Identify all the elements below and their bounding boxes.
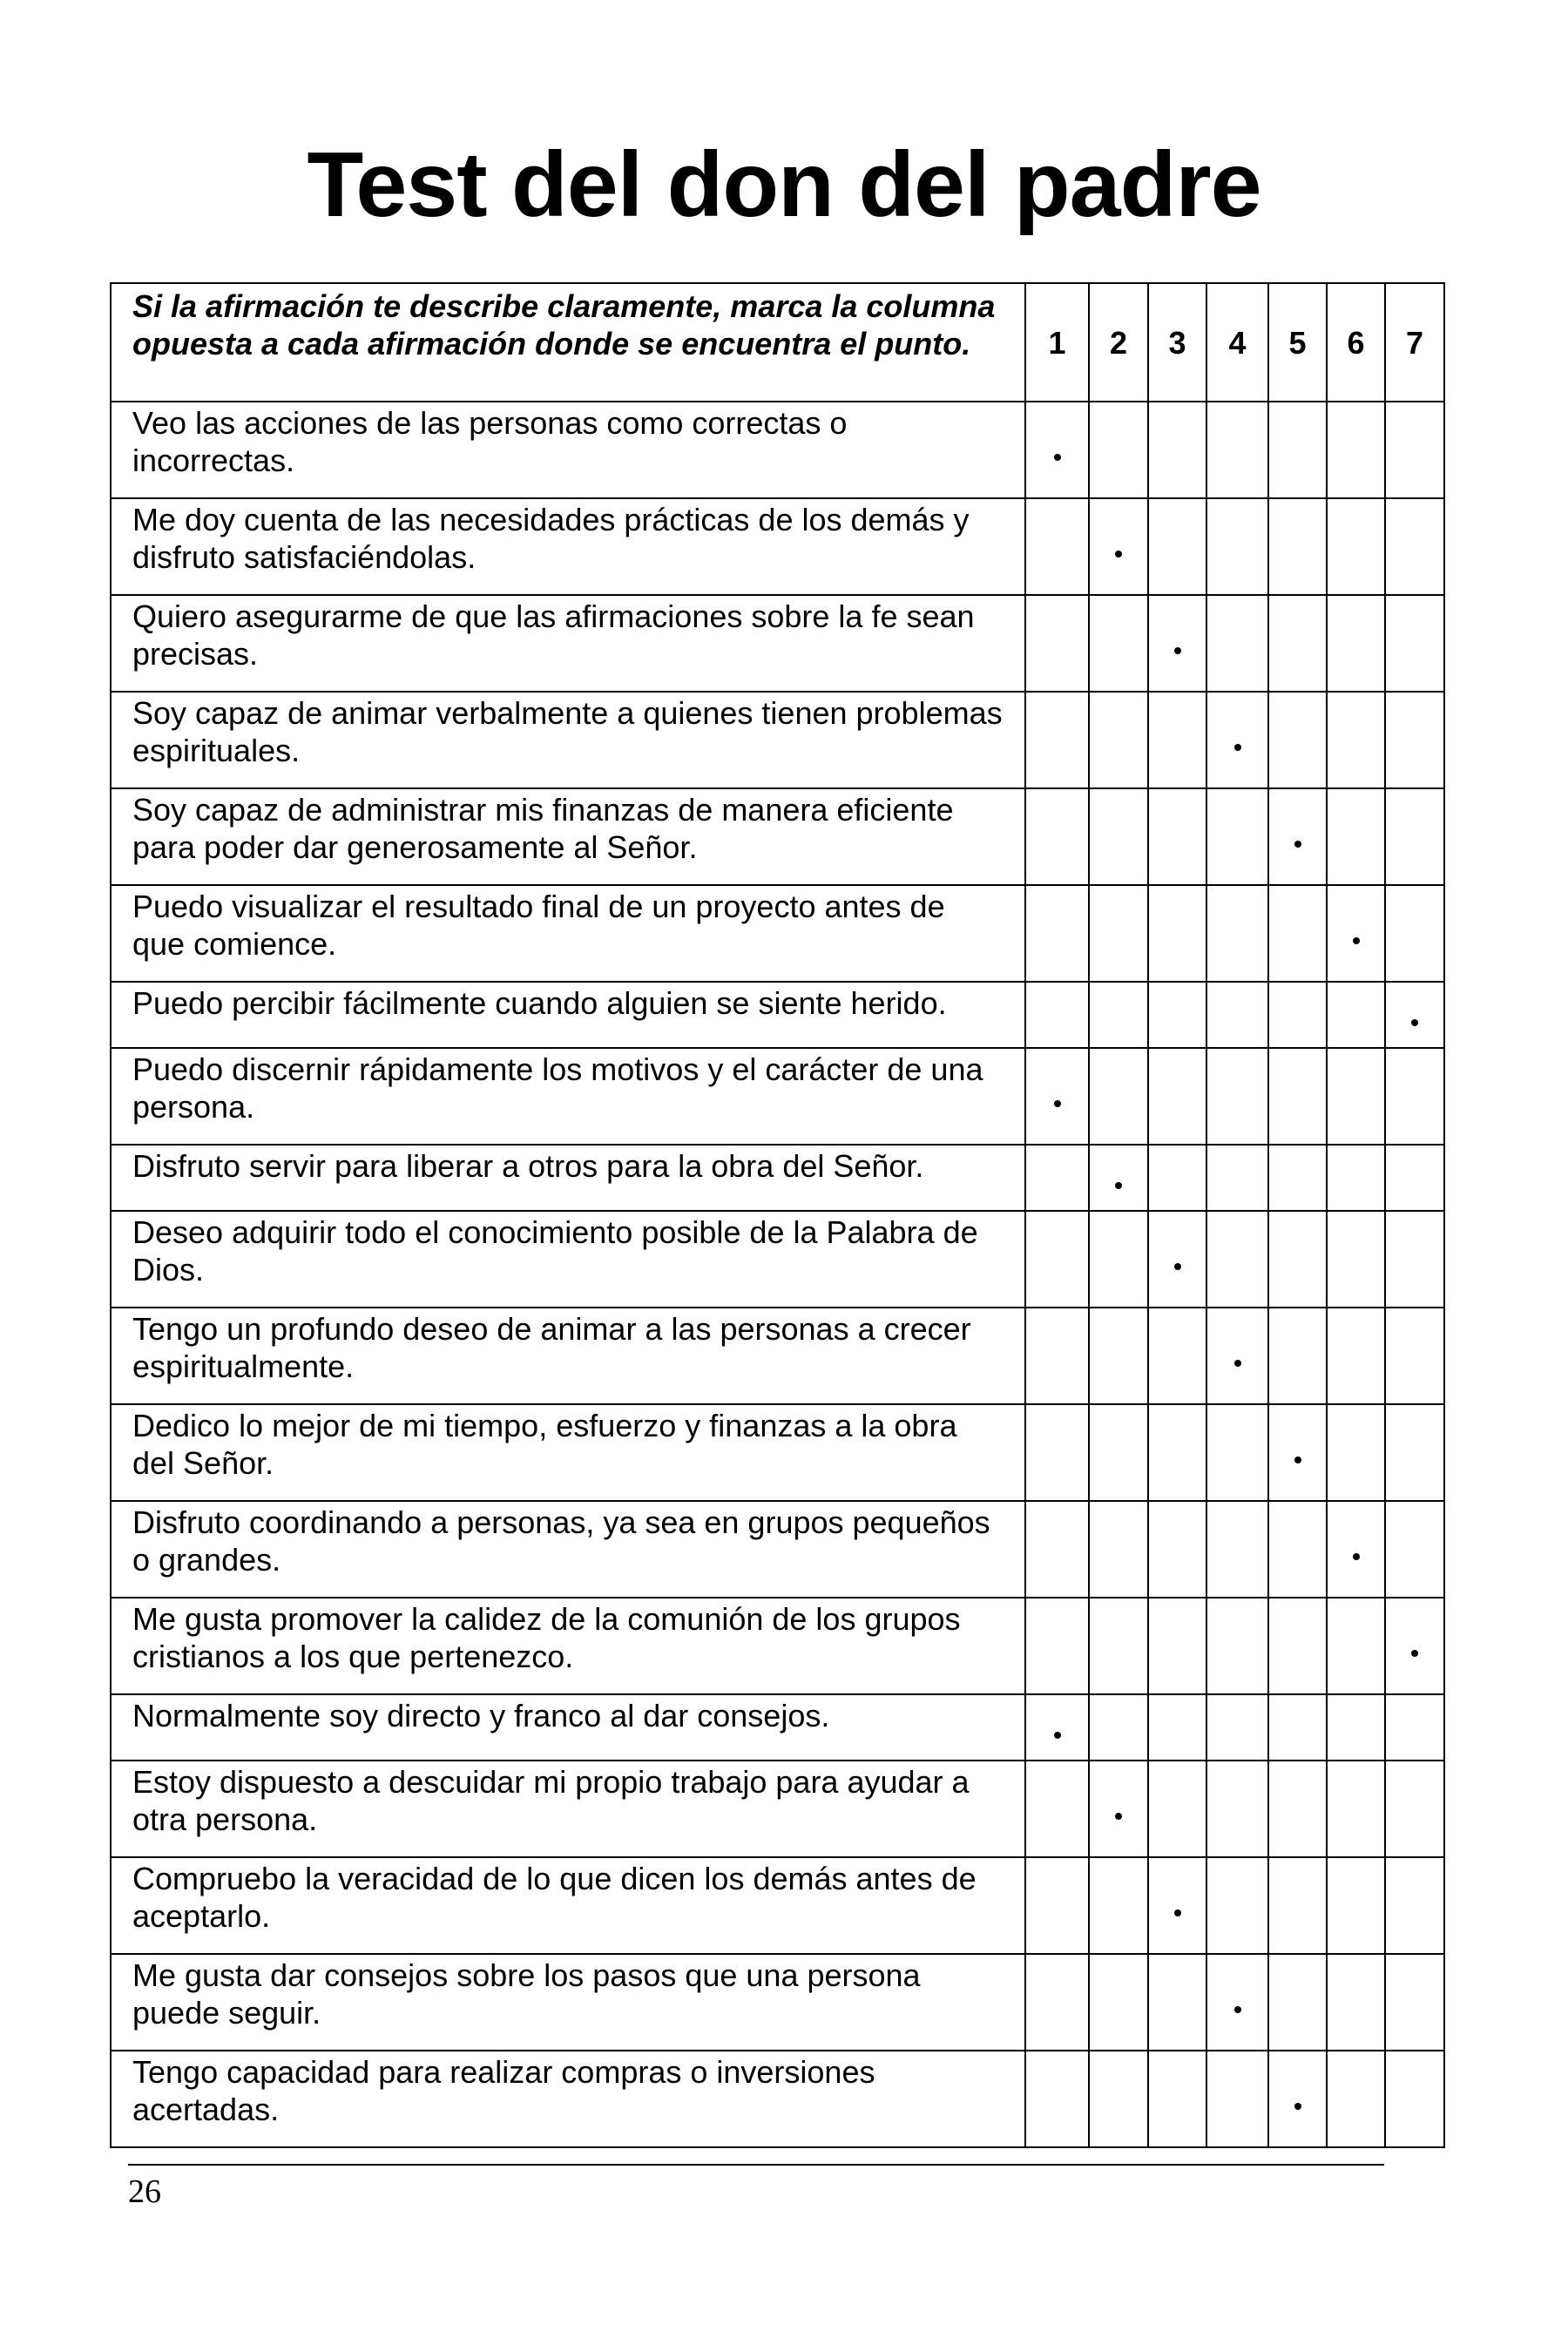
answer-cell-2[interactable]: [1089, 1308, 1148, 1404]
statement-text: Soy capaz de administrar mis finanzas de manera eficiente para poder dar generosamente al Señor.: [111, 788, 1025, 885]
answer-cell-2[interactable]: [1089, 402, 1148, 498]
answer-cell-2[interactable]: [1089, 982, 1148, 1048]
marker-dot: [1294, 1456, 1301, 1463]
statement-text: Veo las acciones de las personas como correctas o incorrectas.: [111, 402, 1025, 498]
marker-dot: [1411, 1650, 1418, 1657]
answer-cell-1[interactable]: [1025, 595, 1089, 692]
statement-text: Quiero asegurarme de que las afirmaciones sobre la fe sean precisas.: [111, 595, 1025, 692]
answer-cell-5[interactable]: [1268, 1404, 1327, 1501]
marker-dot: [1234, 2006, 1241, 2013]
marker-dot: [1353, 1553, 1360, 1560]
answer-cell-3[interactable]: [1148, 1761, 1206, 1857]
answer-cell-3[interactable]: [1148, 595, 1206, 692]
answer-cell-5[interactable]: [1268, 1211, 1327, 1308]
answer-cell-4[interactable]: [1206, 595, 1268, 692]
table-header-row: [111, 283, 1444, 402]
answer-cell-7[interactable]: [1385, 1308, 1444, 1404]
answer-cell-3[interactable]: [1148, 1211, 1206, 1308]
marker-dot: [1174, 1263, 1181, 1270]
answer-cell-3[interactable]: [1148, 498, 1206, 595]
answer-cell-2[interactable]: [1089, 1404, 1148, 1501]
column-header-3: 3: [1148, 283, 1206, 402]
answer-cell-4[interactable]: [1206, 1145, 1268, 1211]
answer-cell-5[interactable]: [1268, 402, 1327, 498]
answer-cell-6[interactable]: [1327, 1048, 1385, 1145]
statement-text: Soy capaz de animar verbalmente a quienes tienen problemas espirituales.: [111, 692, 1025, 788]
answer-cell-6[interactable]: [1327, 1694, 1385, 1761]
answer-cell-2[interactable]: [1089, 692, 1148, 788]
table-row: [111, 1145, 1444, 1211]
answer-cell-1[interactable]: [1025, 1954, 1089, 2051]
table-row: [111, 1048, 1444, 1145]
table-row: [111, 1857, 1444, 1954]
table-row: [111, 692, 1444, 788]
answer-cell-2[interactable]: [1089, 1694, 1148, 1761]
answer-cell-6[interactable]: [1327, 982, 1385, 1048]
answer-cell-4[interactable]: [1206, 402, 1268, 498]
answer-cell-6[interactable]: [1327, 692, 1385, 788]
answer-cell-6[interactable]: [1327, 2051, 1385, 2147]
answer-cell-4[interactable]: [1206, 1954, 1268, 2051]
answer-cell-4[interactable]: [1206, 692, 1268, 788]
statement-text: Deseo adquirir todo el conocimiento posible de la Palabra de Dios.: [111, 1211, 1025, 1308]
answer-cell-5[interactable]: [1268, 788, 1327, 885]
answer-cell-4[interactable]: [1206, 2051, 1268, 2147]
answer-cell-6[interactable]: [1327, 498, 1385, 595]
answer-cell-4[interactable]: [1206, 1048, 1268, 1145]
answer-cell-6[interactable]: [1327, 1145, 1385, 1211]
answer-cell-4[interactable]: [1206, 788, 1268, 885]
answer-cell-2[interactable]: [1089, 1954, 1148, 2051]
statement-text: Puedo visualizar el resultado final de un proyecto antes de que comience.: [111, 885, 1025, 982]
answer-cell-4[interactable]: [1206, 1404, 1268, 1501]
answer-cell-1[interactable]: [1025, 1308, 1089, 1404]
answer-cell-7[interactable]: [1385, 498, 1444, 595]
answer-cell-1[interactable]: [1025, 1598, 1089, 1694]
answer-cell-6[interactable]: [1327, 885, 1385, 982]
answer-cell-2[interactable]: [1089, 885, 1148, 982]
marker-dot: [1294, 2103, 1301, 2110]
answer-cell-3[interactable]: [1148, 1145, 1206, 1211]
answer-cell-6[interactable]: [1327, 1501, 1385, 1598]
answer-cell-5[interactable]: [1268, 885, 1327, 982]
answer-cell-1[interactable]: [1025, 402, 1089, 498]
answer-cell-2[interactable]: [1089, 1761, 1148, 1857]
answer-cell-3[interactable]: [1148, 2051, 1206, 2147]
answer-cell-5[interactable]: [1268, 1598, 1327, 1694]
answer-cell-2[interactable]: [1089, 788, 1148, 885]
answer-cell-4[interactable]: [1206, 1501, 1268, 1598]
answer-cell-6[interactable]: [1327, 1857, 1385, 1954]
answer-cell-4[interactable]: [1206, 1308, 1268, 1404]
statement-text: Me gusta dar consejos sobre los pasos que una persona puede seguir.: [111, 1954, 1025, 2051]
answer-cell-5[interactable]: [1268, 2051, 1327, 2147]
marker-dot: [1115, 551, 1122, 558]
answer-cell-7[interactable]: [1385, 1211, 1444, 1308]
answer-cell-1[interactable]: [1025, 1694, 1089, 1761]
statement-text: Dedico lo mejor de mi tiempo, esfuerzo y finanzas a la obra del Señor.: [111, 1404, 1025, 1501]
statement-text: Me doy cuenta de las necesidades prácticas de los demás y disfruto satisfaciéndolas.: [111, 498, 1025, 595]
answer-cell-3[interactable]: [1148, 1048, 1206, 1145]
answer-cell-5[interactable]: [1268, 1145, 1327, 1211]
answer-cell-3[interactable]: [1148, 885, 1206, 982]
answer-cell-5[interactable]: [1268, 1501, 1327, 1598]
marker-dot: [1411, 1019, 1418, 1026]
answer-cell-2[interactable]: [1089, 1145, 1148, 1211]
answer-cell-7[interactable]: [1385, 1954, 1444, 2051]
answer-cell-6[interactable]: [1327, 402, 1385, 498]
marker-dot: [1294, 841, 1301, 848]
page-title: Test del don del padre: [307, 133, 1261, 236]
answer-cell-3[interactable]: [1148, 1694, 1206, 1761]
answer-cell-2[interactable]: [1089, 595, 1148, 692]
answer-cell-3[interactable]: [1148, 982, 1206, 1048]
answer-cell-7[interactable]: [1385, 2051, 1444, 2147]
answer-cell-4[interactable]: [1206, 885, 1268, 982]
table-row: [111, 2051, 1444, 2147]
answer-cell-2[interactable]: [1089, 1857, 1148, 1954]
marker-dot: [1054, 1100, 1061, 1107]
answer-cell-7[interactable]: [1385, 692, 1444, 788]
answer-cell-6[interactable]: [1327, 1954, 1385, 2051]
answer-cell-7[interactable]: [1385, 402, 1444, 498]
instruction-text: Si la afirmación te describe claramente, marca la columna opuesta a cada afirmación donde se encuentra el punto.: [111, 283, 1025, 402]
answer-cell-3[interactable]: [1148, 1501, 1206, 1598]
table-row: [111, 595, 1444, 692]
marker-dot: [1174, 647, 1181, 654]
answer-cell-6[interactable]: [1327, 1598, 1385, 1694]
answer-cell-3[interactable]: [1148, 1308, 1206, 1404]
table-row: [111, 1954, 1444, 2051]
marker-dot: [1054, 454, 1061, 461]
answer-cell-6[interactable]: [1327, 1404, 1385, 1501]
column-header-1: 1: [1025, 283, 1089, 402]
answer-cell-7[interactable]: [1385, 1404, 1444, 1501]
answer-cell-2[interactable]: [1089, 1211, 1148, 1308]
answer-cell-4[interactable]: [1206, 1761, 1268, 1857]
marker-dot: [1115, 1182, 1122, 1189]
table-row: [111, 1404, 1444, 1501]
answer-cell-7[interactable]: [1385, 788, 1444, 885]
column-header-2: 2: [1089, 283, 1148, 402]
answer-cell-2[interactable]: [1089, 498, 1148, 595]
answer-cell-4[interactable]: [1206, 498, 1268, 595]
column-header-7: 7: [1385, 283, 1444, 402]
statement-text: Me gusta promover la calidez de la comunión de los grupos cristianos a los que pertenezco.: [111, 1598, 1025, 1694]
marker-dot: [1353, 937, 1360, 944]
answer-cell-3[interactable]: [1148, 1404, 1206, 1501]
page-number: 26: [128, 2173, 161, 2210]
answer-cell-4[interactable]: [1206, 1857, 1268, 1954]
table-row: [111, 885, 1444, 982]
column-header-6: 6: [1327, 283, 1385, 402]
answer-cell-4[interactable]: [1206, 1694, 1268, 1761]
answer-cell-1[interactable]: [1025, 885, 1089, 982]
answer-cell-7[interactable]: [1385, 1598, 1444, 1694]
table-row: [111, 1308, 1444, 1404]
marker-dot: [1234, 1360, 1241, 1367]
answer-cell-3[interactable]: [1148, 692, 1206, 788]
statement-text: Puedo percibir fácilmente cuando alguien se siente herido.: [111, 982, 1025, 1048]
answer-cell-1[interactable]: [1025, 1404, 1089, 1501]
answer-cell-4[interactable]: [1206, 982, 1268, 1048]
statement-text: Normalmente soy directo y franco al dar consejos.: [111, 1694, 1025, 1761]
answer-cell-2[interactable]: [1089, 1501, 1148, 1598]
answer-cell-3[interactable]: [1148, 402, 1206, 498]
answer-cell-1[interactable]: [1025, 1501, 1089, 1598]
answer-cell-1[interactable]: [1025, 498, 1089, 595]
statement-text: Estoy dispuesto a descuidar mi propio trabajo para ayudar a otra persona.: [111, 1761, 1025, 1857]
marker-dot: [1115, 1813, 1122, 1820]
answer-cell-5[interactable]: [1268, 1954, 1327, 2051]
marker-dot: [1174, 1909, 1181, 1916]
table-row: [111, 982, 1444, 1048]
answer-cell-5[interactable]: [1268, 498, 1327, 595]
answer-cell-3[interactable]: [1148, 1598, 1206, 1694]
statement-text: Disfruto servir para liberar a otros para la obra del Señor.: [111, 1145, 1025, 1211]
answer-cell-2[interactable]: [1089, 1598, 1148, 1694]
answer-cell-5[interactable]: [1268, 982, 1327, 1048]
answer-cell-3[interactable]: [1148, 1954, 1206, 2051]
answer-cell-2[interactable]: [1089, 2051, 1148, 2147]
statement-text: Tengo capacidad para realizar compras o inversiones acertadas.: [111, 2051, 1025, 2147]
answer-cell-1[interactable]: [1025, 1761, 1089, 1857]
answer-cell-5[interactable]: [1268, 1048, 1327, 1145]
answer-cell-6[interactable]: [1327, 1761, 1385, 1857]
answer-cell-7[interactable]: [1385, 1857, 1444, 1954]
footer-rule: [128, 2164, 1384, 2166]
answer-cell-4[interactable]: [1206, 1598, 1268, 1694]
answer-cell-6[interactable]: [1327, 788, 1385, 885]
answer-cell-7[interactable]: [1385, 1761, 1444, 1857]
answer-cell-7[interactable]: [1385, 595, 1444, 692]
statement-text: Tengo un profundo deseo de animar a las personas a crecer espiritualmente.: [111, 1308, 1025, 1404]
answer-cell-7[interactable]: [1385, 885, 1444, 982]
answer-cell-1[interactable]: [1025, 1857, 1089, 1954]
table-row: [111, 1598, 1444, 1694]
statement-text: Puedo discernir rápidamente los motivos y el carácter de una persona.: [111, 1048, 1025, 1145]
answer-cell-7[interactable]: [1385, 982, 1444, 1048]
answer-cell-7[interactable]: [1385, 1694, 1444, 1761]
answer-cell-1[interactable]: [1025, 1048, 1089, 1145]
answer-cell-5[interactable]: [1268, 1857, 1327, 1954]
answer-cell-6[interactable]: [1327, 1308, 1385, 1404]
answer-cell-7[interactable]: [1385, 1145, 1444, 1211]
answer-cell-2[interactable]: [1089, 1048, 1148, 1145]
answer-cell-5[interactable]: [1268, 692, 1327, 788]
statement-rows: [111, 402, 1444, 2147]
answer-cell-3[interactable]: [1148, 1857, 1206, 1954]
table-row: [111, 498, 1444, 595]
answer-cell-1[interactable]: [1025, 788, 1089, 885]
table-row: [111, 788, 1444, 885]
answer-cell-1[interactable]: [1025, 982, 1089, 1048]
answer-cell-1[interactable]: [1025, 692, 1089, 788]
table-row: [111, 402, 1444, 498]
answer-cell-1[interactable]: [1025, 1211, 1089, 1308]
answer-cell-1[interactable]: [1025, 1145, 1089, 1211]
marker-dot: [1054, 1732, 1061, 1739]
column-header-5: 5: [1268, 283, 1327, 402]
statement-text: Compruebo la veracidad de lo que dicen los demás antes de aceptarlo.: [111, 1857, 1025, 1954]
statement-text: Disfruto coordinando a personas, ya sea en grupos pequeños o grandes.: [111, 1501, 1025, 1598]
answer-cell-7[interactable]: [1385, 1048, 1444, 1145]
answer-cell-6[interactable]: [1327, 595, 1385, 692]
table-row: [111, 1501, 1444, 1598]
answer-cell-5[interactable]: [1268, 595, 1327, 692]
column-header-4: 4: [1206, 283, 1268, 402]
answer-cell-3[interactable]: [1148, 788, 1206, 885]
answer-cell-7[interactable]: [1385, 1501, 1444, 1598]
table-row: [111, 1694, 1444, 1761]
marker-dot: [1234, 744, 1241, 751]
answer-cell-5[interactable]: [1268, 1308, 1327, 1404]
table-row: [111, 1211, 1444, 1308]
gift-test-table: [110, 282, 1445, 2148]
answer-cell-4[interactable]: [1206, 1211, 1268, 1308]
answer-cell-5[interactable]: [1268, 1694, 1327, 1761]
table-row: [111, 1761, 1444, 1857]
answer-cell-6[interactable]: [1327, 1211, 1385, 1308]
answer-cell-5[interactable]: [1268, 1761, 1327, 1857]
answer-cell-1[interactable]: [1025, 2051, 1089, 2147]
